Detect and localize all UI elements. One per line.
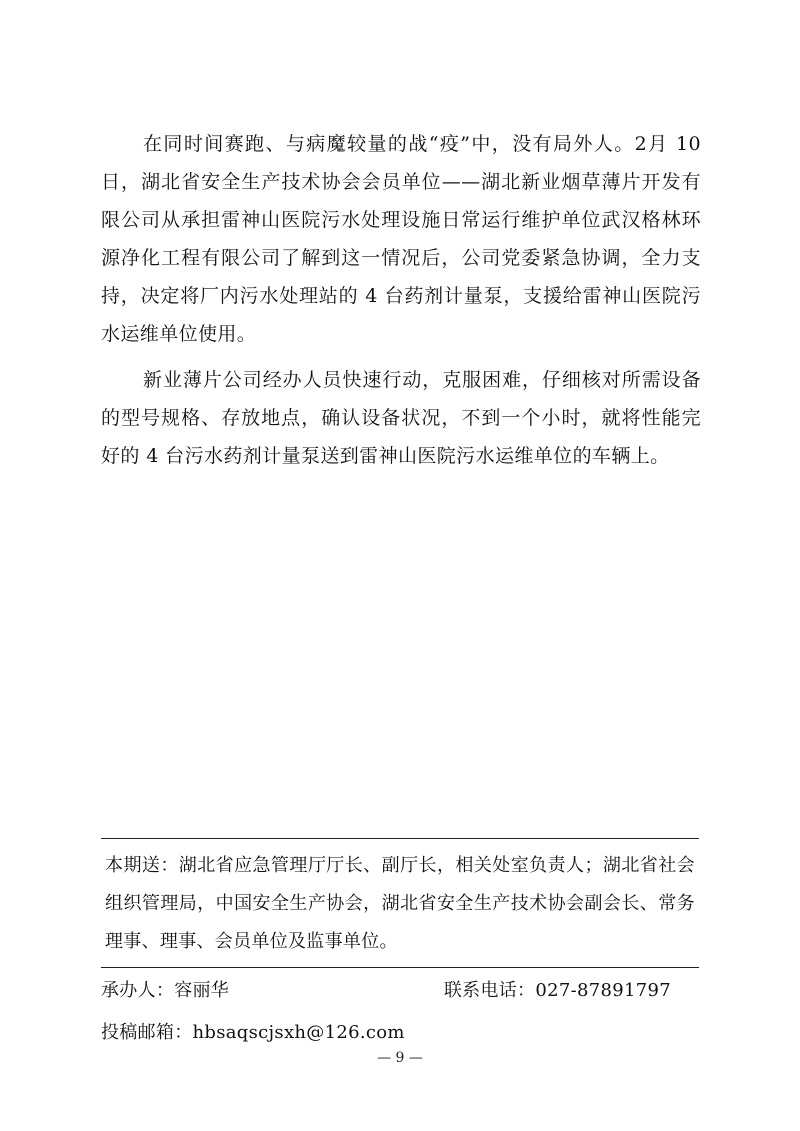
handler-name: 承办人：容丽华 xyxy=(101,980,230,1001)
paragraph-2: 新业薄片公司经办人员快速行动，克服困难，仔细核对所需设备的型号规格、存放地点，确认设备状况，不到一个小时，就将性能完好的 4 台污水药剂计量泵送到雷神山医院污水运维单位的车辆上。 xyxy=(101,369,701,467)
page-number: — 9 — xyxy=(377,1050,423,1066)
distribution-footer xyxy=(101,838,699,1048)
contact-phone: 联系电话：027-87891797 xyxy=(443,980,671,1001)
paragraph-1: 在同时间赛跑、与病魔较量的战“疫”中，没有局外人。2月 10日，湖北省安全生产技术协会会员单位——湖北新业烟草薄片开发有限公司从承担雷神山医院污水处理设施日常运行维护单位武汉格林环源净化工程有限公司了解到这一情况后，公司党委紧急协调，全力支持，决定将厂内污水处理站的 4 台药剂计量泵，支援给雷神山医院污水运维单位使用。 xyxy=(101,133,701,345)
distribution-list: 本期送：湖北省应急管理厅厅长、副厅长，相关处室负责人；湖北省社会组织管理局，中国安全生产协会，湖北省安全生产技术协会副会长、常务理事、理事、会员单位及监事单位。 xyxy=(105,855,695,952)
article-body xyxy=(101,125,701,483)
contact-row xyxy=(101,968,699,1006)
submission-email: 投稿邮箱：hbsaqscjsxh@126.com xyxy=(101,1022,405,1043)
